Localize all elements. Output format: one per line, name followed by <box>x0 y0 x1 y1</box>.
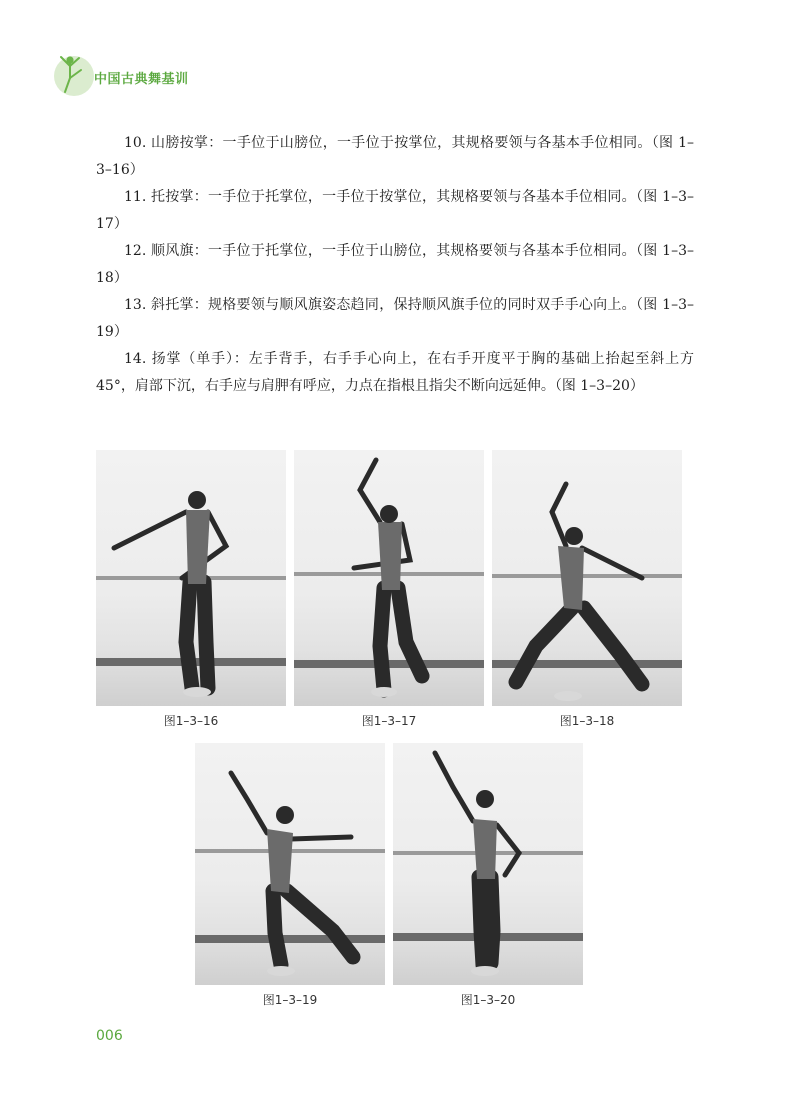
paragraph-12: 12. 顺风旗：一手位于托掌位，一手位于山膀位，其规格要领与各基本手位相同。（图 1–3–18） <box>96 243 694 286</box>
figure-1-3-16 <box>96 450 286 729</box>
book-title: 中国古典舞基训 <box>94 72 189 87</box>
figure-1-3-17 <box>294 450 484 729</box>
page-number: 006 <box>96 1028 123 1044</box>
figure-photo <box>393 743 583 985</box>
paragraph-14: 14. 扬掌（单手）：左手背手，右手手心向上，在右手开度平于胸的基础上抬起至斜上方 45°，肩部下沉，右手应与肩胛有呼应，力点在指根且指尖不断向远延伸。（图 1–3–20） <box>96 351 694 394</box>
figure-1-3-18 <box>492 450 682 729</box>
figure-1-3-20 <box>393 743 583 1008</box>
ballet-dancer-icon <box>50 50 90 96</box>
paragraph-13: 13. 斜托掌：规格要领与顺风旗姿态趋同，保持顺风旗手位的同时双手手心向上。（图 1–3–19） <box>96 297 694 340</box>
body-text <box>96 130 694 400</box>
figure-caption: 图1–3–20 <box>460 993 516 1007</box>
figure-1-3-19 <box>195 743 385 1008</box>
figure-photo <box>294 450 484 706</box>
paragraph-11: 11. 托按掌：一手位于托掌位，一手位于按掌位，其规格要领与各基本手位相同。（图 1–3–17） <box>96 189 694 232</box>
figure-caption: 图1–3–17 <box>361 714 417 728</box>
paragraph-10: 10. 山膀按掌：一手位于山膀位，一手位于按掌位，其规格要领与各基本手位相同。（图 1–3–16） <box>96 135 694 178</box>
figure-photo <box>492 450 682 706</box>
figure-photo <box>195 743 385 985</box>
figure-caption: 图1–3–19 <box>262 993 318 1007</box>
figure-photo <box>96 450 286 706</box>
figure-caption: 图1–3–18 <box>559 714 615 728</box>
figure-caption: 图1–3–16 <box>163 714 219 728</box>
